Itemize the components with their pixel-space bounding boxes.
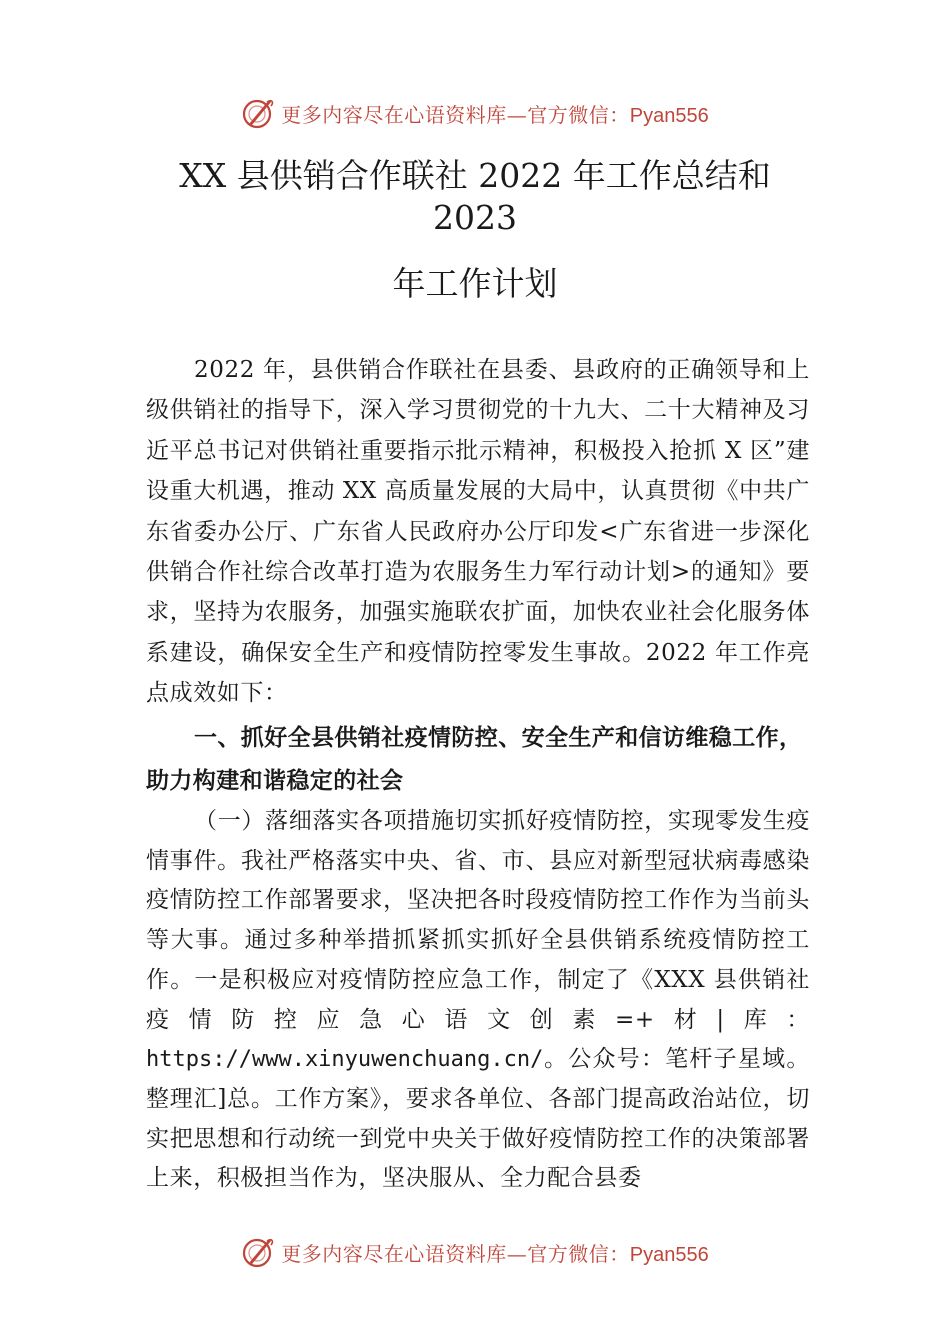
section-1-text-b: 。公众号：笔杆子星域。整理汇]总。工作方案》，要求各单位、各部门提高政治站位，切实把思想和行动统一到党中央关于做好疫情防控工作的决策部署上来，积极担当作为，坚决服从、全力配合县委 bbox=[146, 1046, 810, 1192]
section-1-text-a: （一）落细落实各项措施切实抓好疫情防控，实现零发生疫情事件。我社严格落实中央、省、市、县应对新型冠状病毒感染疫情防控工作部署要求，坚决把各时段疫情防控工作作为当前头等大事。通过多种举措抓紧抓实抓好全县供销系统疫情防控工作。一是积极应对疫情防控应急工作，制定了《XXX 县供销社疫情防控应急心语文创素=+材|库： bbox=[146, 808, 810, 1033]
document-title-line-2: 2023 bbox=[433, 198, 517, 237]
banner-promo-text: 更多内容尽在心语资料库—官方微信： bbox=[281, 1241, 630, 1266]
document-title-line-1: XX 县供销合作联社 2022 年工作总结和 bbox=[179, 156, 771, 195]
section-1-paragraph bbox=[146, 802, 810, 1199]
intro-paragraph: 2022 年，县供销合作联社在县委、县政府的正确领导和上级供销社的指导下，深入学习贯彻党的十九大、二十大精神及习近平总书记对供销社重要指示批示精神，积极投入抢抓 X 区”建设重大机遇，推动 XX 高质量发展的大局中，认真贯彻《中共广东省委办公厅、广东省人民政府办公厅印发<广东省进一步深化供销合作社综合改革打造为农服务生力军行动计划>的通知》要求，坚持为农服务，加强实施联农扩面，加快农业社会化服务体系建设，确保安全生产和疫情防控零发生事故。2022 年工作亮点成效如下： bbox=[146, 357, 810, 707]
banner-wechat-id: Pyan556 bbox=[629, 1243, 709, 1266]
banner-promo-text: 更多内容尽在心语资料库—官方微信： bbox=[281, 102, 630, 127]
header-banner bbox=[0, 93, 950, 133]
quill-seal-icon bbox=[241, 1235, 275, 1269]
document-title-line-3: 年工作计划 bbox=[392, 264, 558, 303]
section-1-heading: 一、抓好全县供销社疫情防控、安全生产和信访维稳工作，助力构建和谐稳定的社会 bbox=[146, 725, 803, 794]
banner-text bbox=[281, 99, 708, 128]
footer-banner bbox=[0, 1232, 950, 1272]
quill-seal-icon bbox=[241, 96, 275, 130]
banner-wechat-id: Pyan556 bbox=[629, 104, 709, 127]
source-url-link[interactable]: https://www.xinyuwenchuang.cn/ bbox=[146, 1047, 544, 1073]
banner-text bbox=[281, 1238, 708, 1267]
